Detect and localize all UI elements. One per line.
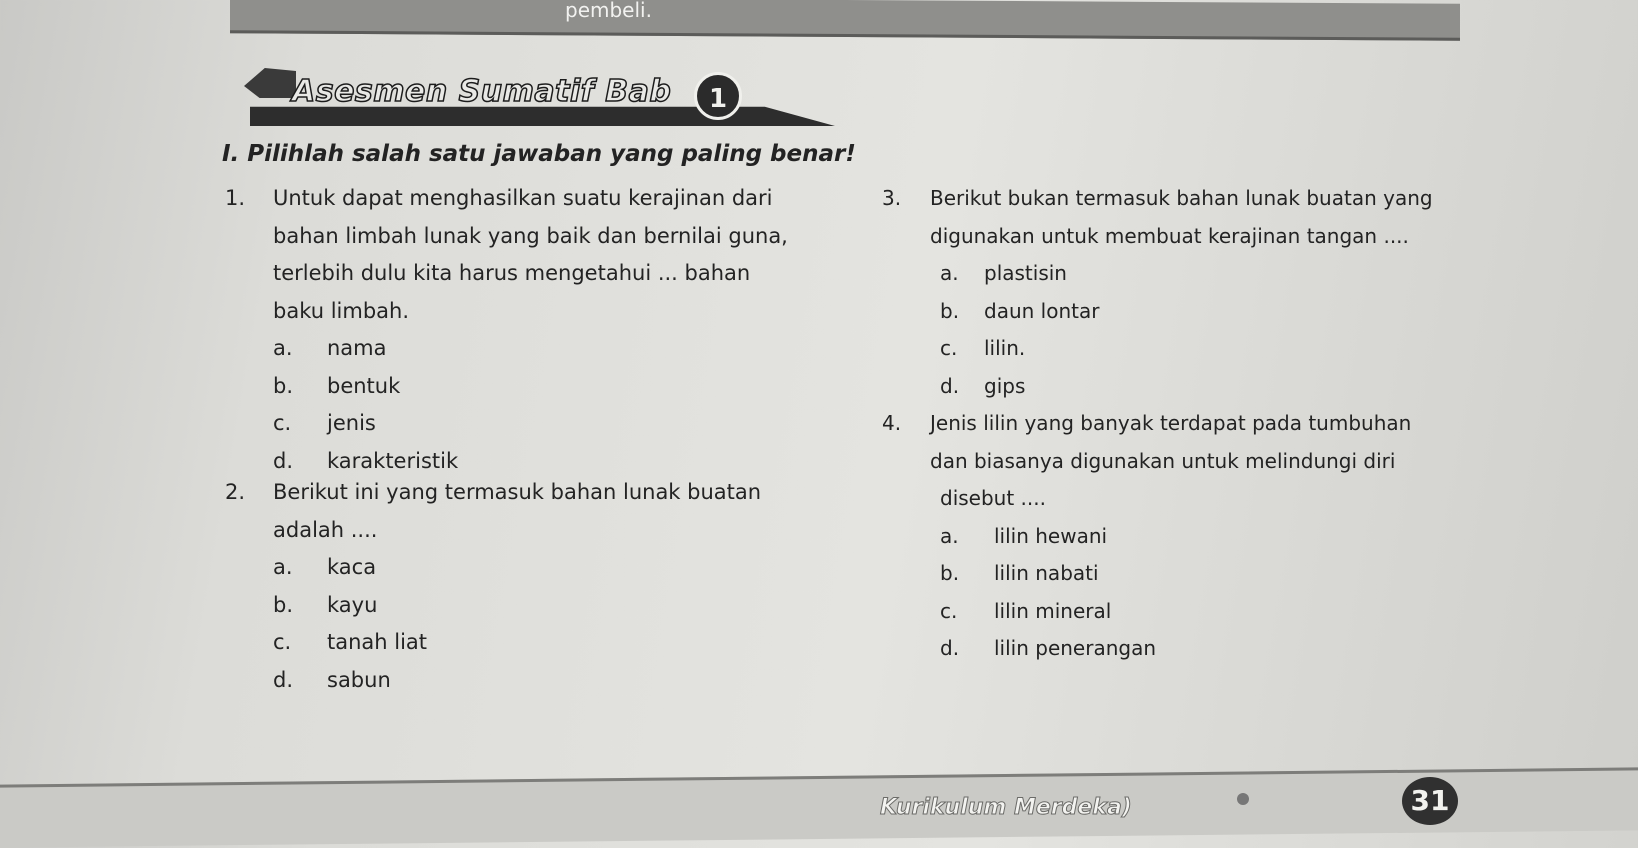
- option-d[interactable]: d. karakteristik: [273, 448, 459, 473]
- question-2: [225, 474, 761, 699]
- option-d[interactable]: d. gips: [940, 373, 1026, 398]
- top-text: pembeli.: [565, 0, 652, 22]
- question-number: 4.: [882, 411, 902, 435]
- option-a[interactable]: a. kaca: [273, 555, 377, 579]
- option-d[interactable]: d. lilin penerangan: [940, 636, 1157, 660]
- question-number: 1.: [225, 186, 246, 210]
- banner-number: 1: [694, 72, 742, 120]
- option-c[interactable]: c. lilin mineral: [940, 598, 1112, 623]
- question-1: [225, 180, 788, 480]
- question-text-line: disebut ....: [940, 486, 1046, 510]
- question-text-line: baku limbah.: [273, 298, 410, 323]
- option-b[interactable]: b. bentuk: [273, 373, 401, 398]
- option-b[interactable]: b. lilin nabati: [940, 561, 1099, 585]
- question-text-line: Untuk dapat menghasilkan suatu kerajinan dari: [273, 186, 773, 210]
- question-text-line: Berikut bukan termasuk bahan lunak buatan yang: [930, 186, 1433, 210]
- footer-band: [0, 767, 1638, 847]
- option-c[interactable]: c. tanah liat: [273, 630, 428, 654]
- section-title: I. Pilihlah salah satu jawaban yang paling benar!: [222, 141, 856, 167]
- option-a[interactable]: a. nama: [273, 336, 387, 360]
- question-text-line: Berikut ini yang termasuk bahan lunak buatan: [273, 480, 762, 504]
- option-d[interactable]: d. sabun: [273, 667, 391, 692]
- question-text-line: dan biasanya digunakan untuk melindungi diri: [930, 448, 1396, 473]
- question-number: 3.: [882, 186, 902, 210]
- question-text-line: Jenis lilin yang banyak terdapat pada tumbuhan: [930, 411, 1412, 435]
- footer-text: Kurikulum Merdeka): [880, 795, 1132, 820]
- option-c[interactable]: c. jenis: [273, 411, 376, 435]
- option-b[interactable]: b. daun lontar: [940, 298, 1100, 323]
- bullet-icon: [1237, 793, 1249, 805]
- banner-title: Asesmen Sumatif Bab: [292, 74, 672, 109]
- option-c[interactable]: c. lilin.: [940, 336, 1026, 360]
- top-strip: [230, 0, 1460, 41]
- question-3: [882, 180, 1433, 405]
- page-number: 31: [1402, 777, 1458, 825]
- question-text-line: digunakan untuk membuat kerajinan tangan ....: [930, 223, 1409, 248]
- option-a[interactable]: a. plastisin: [940, 261, 1067, 285]
- question-4: [882, 405, 1411, 668]
- question-text-line: adalah ....: [273, 517, 378, 542]
- question-text-line: terlebih dulu kita harus mengetahui ... bahan: [273, 261, 751, 285]
- question-number: 2.: [225, 480, 246, 504]
- question-text-line: bahan limbah lunak yang baik dan bernilai guna,: [273, 223, 788, 248]
- option-a[interactable]: a. lilin hewani: [940, 523, 1108, 548]
- option-b[interactable]: b. kayu: [273, 592, 378, 617]
